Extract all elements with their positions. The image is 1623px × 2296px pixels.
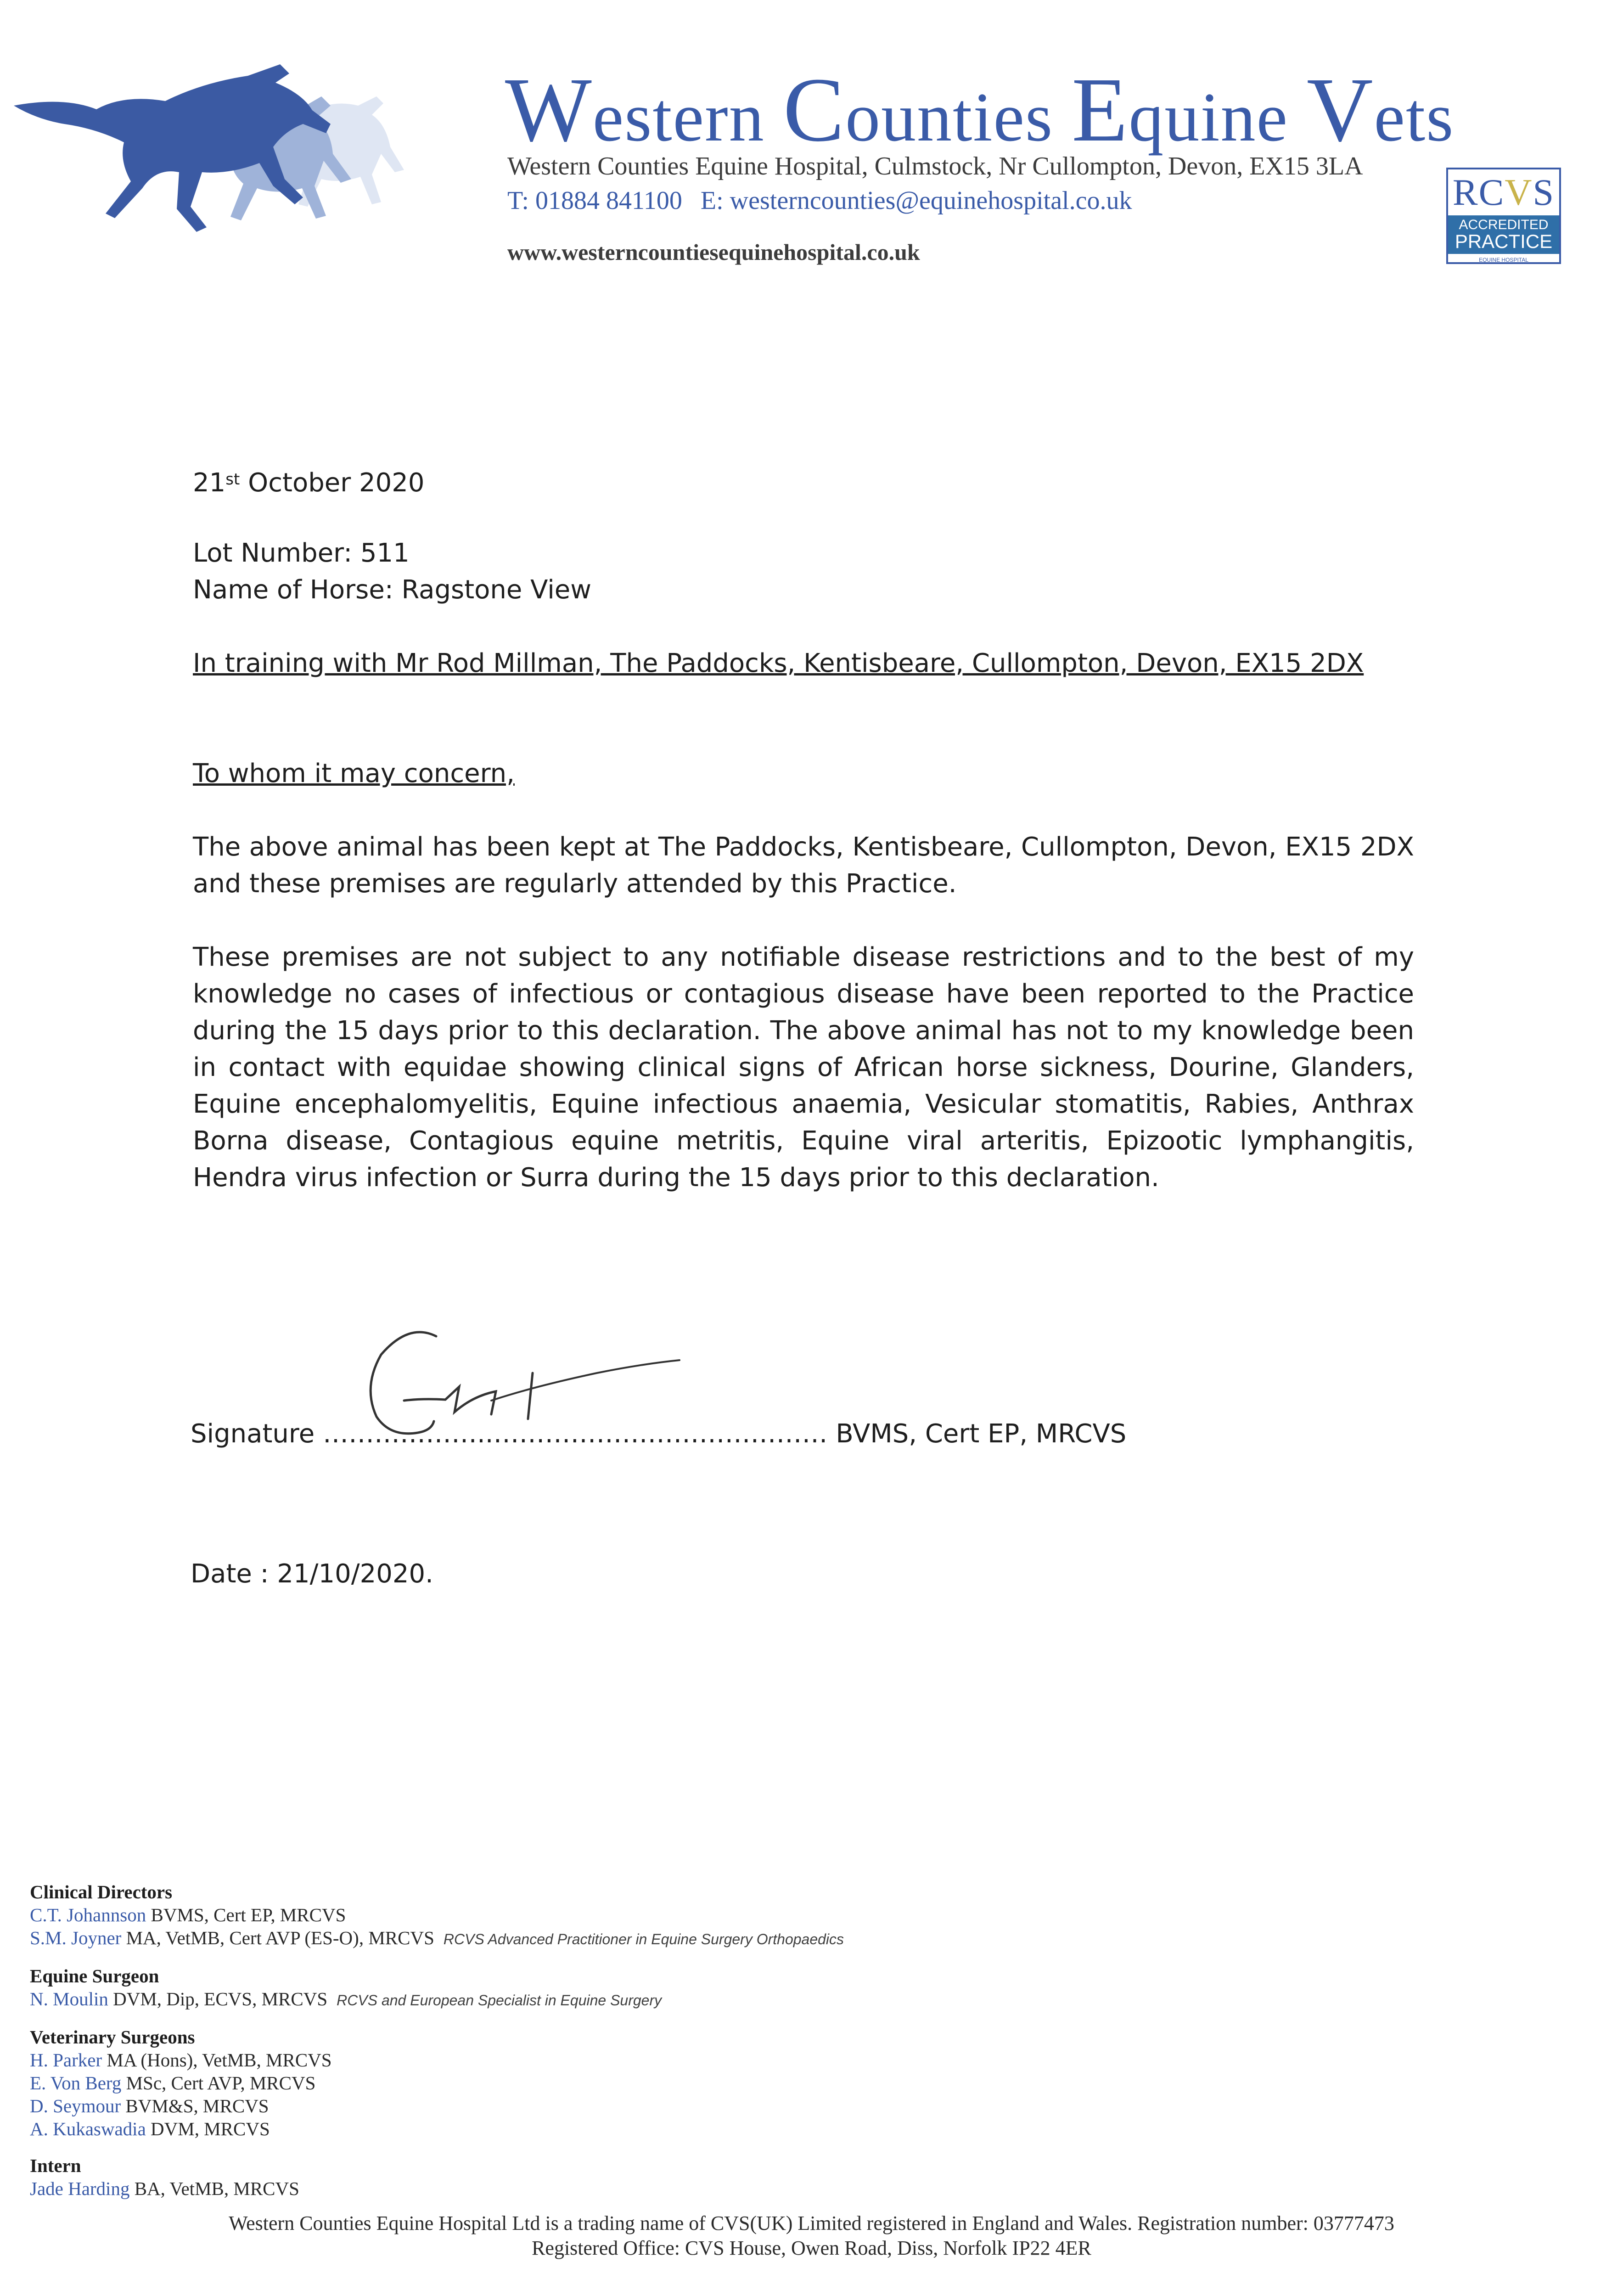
training-address: In training with Mr Rod Millman, The Paddocks, Kentisbeare, Cullompton, Devon, EX15 2DX	[193, 648, 1364, 678]
salutation: To whom it may concern,	[193, 759, 515, 788]
rcvs-band: ACCREDITED PRACTICE	[1448, 215, 1559, 254]
rcvs-wordmark: RC V S	[1452, 171, 1555, 213]
practice-address: Western Counties Equine Hospital, Culmstock, Nr Cullompton, Devon, EX15 3LA	[507, 152, 1363, 180]
staff-group-heading: Intern	[30, 2155, 81, 2176]
contact-line	[507, 186, 1132, 215]
staff-group-equine-surgeon	[30, 1964, 844, 2012]
staff-member: A. Kukaswadia DVM, MRCVS	[30, 2118, 270, 2139]
staff-group-clinical-directors	[30, 1880, 844, 1951]
staff-member: Jade Harding BA, VetMB, MRCVS	[30, 2178, 299, 2199]
rcvs-accreditation-badge	[1446, 168, 1561, 264]
staff-group-heading: Veterinary Surgeons	[30, 2026, 195, 2048]
email-address[interactable]: E: westerncounties@equinehospital.co.uk	[700, 186, 1132, 215]
horse-logo-icon	[9, 55, 487, 239]
staff-member: C.T. Johannson BVMS, Cert EP, MRCVS	[30, 1904, 346, 1925]
staff-member: S.M. Joyner MA, VetMB, Cert AVP (ES-O), MRCVS RCVS Advanced Practitioner in Equine Surgery Orthopaedics	[30, 1927, 844, 1948]
staff-group-veterinary-surgeons	[30, 2026, 844, 2140]
paragraph-premises: The above animal has been kept at The Paddocks, Kentisbeare, Cullompton, Devon, EX15 2DX and these premises are regularly attended by this Practice.	[193, 832, 1414, 899]
staff-member: N. Moulin DVM, Dip, ECVS, MRCVS RCVS and European Specialist in Equine Surgery	[30, 1988, 662, 2009]
lot-number: Lot Number: 511	[193, 538, 410, 568]
rcvs-subtitle: EQUINE HOSPITAL	[1479, 257, 1528, 263]
signature-line: Signature ………………..………………………………… BVMS, Cert EP, MRCVS	[191, 1419, 1127, 1449]
staff-list	[30, 1880, 844, 2214]
staff-group-heading: Clinical Directors	[30, 1881, 173, 1902]
practice-name: Western Counties Equine Vets	[505, 59, 1455, 161]
paragraph-declaration: These premises are not subject to any notifiable disease restrictions and to the best of my knowledge no cases of infectious or contagious disease have been reported to the Practice during the 15 days prior to this declaration. The above animal has not to my knowledge been in contact with equidae showing clinical signs of African horse sickness, Dourine, Glanders, Equine encephalomyelitis, Equine infectious anaemia, Vesicular stomatitis, Rabies, Anthrax Borna disease, Contagious equine metritis, Equine viral arteritis, Epizootic lymphangitis, Hendra virus infection or Surra during the 15 days prior to this declaration.	[193, 942, 1414, 1193]
footer-registration: Western Counties Equine Hospital Ltd is a trading name of CVS(UK) Limited registered in England and Wales. Registration number: 03777473	[229, 2212, 1394, 2234]
horse-name: Name of Horse: Ragstone View	[193, 575, 592, 605]
letter-date: 21st October 2020	[193, 468, 425, 498]
staff-member: E. Von Berg MSc, Cert AVP, MRCVS	[30, 2072, 316, 2093]
phone-number[interactable]: T: 01884 841100	[507, 186, 682, 215]
website-link[interactable]: www.westerncountiesequinehospital.co.uk	[507, 239, 920, 265]
staff-group-intern	[30, 2154, 844, 2200]
staff-member: H. Parker MA (Hons), VetMB, MRCVS	[30, 2049, 332, 2071]
signed-date: Date : 21/10/2020.	[191, 1559, 433, 1589]
staff-group-heading: Equine Surgeon	[30, 1965, 159, 1986]
footer-registered-office: Registered Office: CVS House, Owen Road, Diss, Norfolk IP22 4ER	[532, 2237, 1091, 2259]
staff-member: D. Seymour BVM&S, MRCVS	[30, 2095, 269, 2116]
